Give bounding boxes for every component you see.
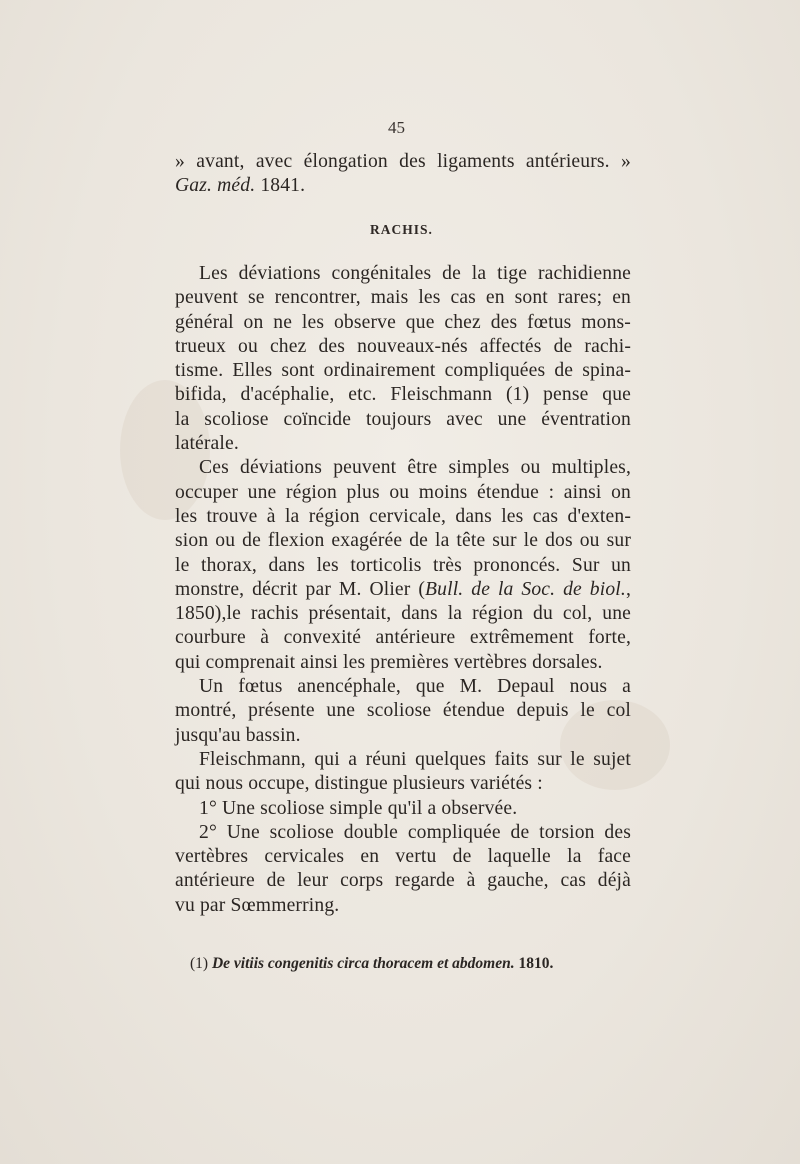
text-line: Un fœtus anencéphale, que M. Depaul nous a [199,676,631,698]
citation-year: 1841. [260,175,306,197]
text-line: montré, présente une scoliose étendue depuis le col [175,700,631,722]
text-line: Les déviations congénitales de la tige rachidienne [199,263,631,284]
footnote-year: 1810. [518,955,554,972]
footnote-title: De vitiis congenitis circa thoracem et abdomen. [211,955,515,972]
text-line: trueux ou chez des nouveaux-nés affectés de rachi- [175,335,631,357]
citation-journal: Gaz. méd. [175,175,256,197]
text-line: général on ne les observe que chez des fœtus mons- [175,311,631,333]
text-line: tisme. Elles sont ordinairement compliquées de spina- [175,360,631,382]
text-line: qui nous occupe, distingue plusieurs variétés : [175,773,543,795]
page-number: 45 [388,118,405,137]
list-item-2: 2° Une scoliose double compliquée de torsion des [199,821,631,843]
text-line: vertèbres cervicales en vertu de laquelle la face [175,846,631,868]
text-line: sion ou de flexion exagérée de la tête sur le dos ou sur [175,530,631,552]
olier-reference: Bull. de la Soc. de biol. [425,578,626,600]
text-line: peuvent se rencontrer, mais les cas en sont rares; en [175,287,631,309]
text-line: antérieure de leur corps regarde à gauche, cas déjà [175,870,631,892]
continued-quote [175,150,631,199]
text-line: courbure à convexité antérieure extrêmement forte, [175,627,631,649]
text-line: occuper une région plus ou moins étendue : ainsi on [175,481,631,503]
olier-suffix: , [625,578,631,600]
list-item-1: 1° Une scoliose simple qu'il a observée. [199,797,518,819]
text-line: latérale. [175,433,239,455]
footnote-marker: (1) [190,955,209,972]
footnote [190,955,553,973]
text-line: bifida, d'acéphalie, etc. Fleischmann (1) pense que [175,384,631,406]
main-text [175,262,631,918]
section-heading: RACHIS. [370,222,433,237]
text-line: les trouve à la région cervicale, dans les cas d'exten- [175,505,631,527]
text-line: Fleischmann, qui a réuni quelques faits sur le sujet [199,748,631,770]
text-line-olier [175,578,631,602]
text-line: la scoliose coïncide toujours avec une éventration [175,408,631,430]
quote-line: » avant, avec élongation des ligaments antérieurs. » [175,151,631,172]
text-line: jusqu'au bassin. [175,724,301,746]
text-line: vu par Sœmmerring. [175,894,340,916]
text-line: 1850),le rachis présentait, dans la région du col, une [175,603,631,625]
text-line: Ces déviations peuvent être simples ou multiples, [199,457,631,479]
text-line: qui comprenait ainsi les premières vertèbres dorsales. [175,651,603,673]
text-line: le thorax, dans les torticolis très prononcés. Sur un [175,554,631,576]
citation [175,174,631,198]
olier-prefix: monstre, décrit par M. Olier ( [175,578,426,600]
